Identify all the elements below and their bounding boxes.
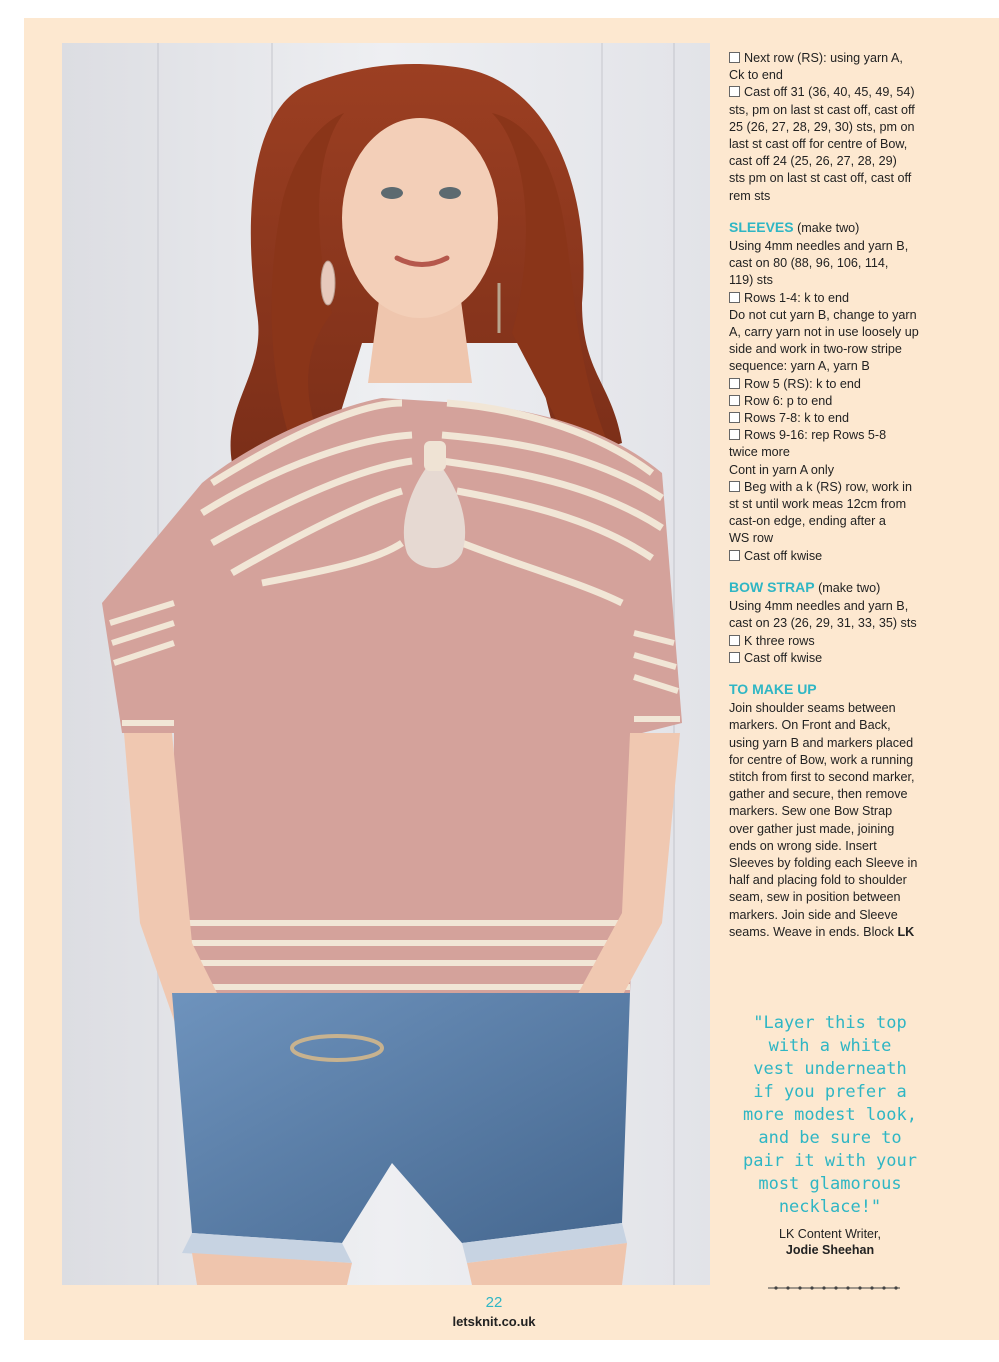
instruction-line [729, 427, 969, 444]
instruction-text: K three rows [744, 633, 815, 648]
instruction-line [729, 615, 969, 632]
instruction-line [729, 803, 969, 820]
instruction-text: twice more [729, 445, 790, 460]
instruction-line [729, 188, 969, 205]
instruction-line [729, 598, 969, 615]
instruction-text: 25 (26, 27, 28, 29, 30) sts, pm on [729, 119, 915, 134]
bow-strap-section [729, 579, 969, 667]
quote-line: and be sure to [758, 1128, 902, 1148]
model-photo [62, 43, 710, 1285]
instruction-text: over gather just made, joining [729, 821, 895, 836]
instruction-line [729, 735, 969, 752]
instruction-line [729, 855, 969, 872]
instruction-line [729, 153, 969, 170]
instruction-text: 119) sts [729, 273, 773, 288]
checkbox-icon[interactable] [729, 652, 740, 663]
instruction-line [729, 358, 969, 375]
instruction-line [729, 786, 969, 803]
quote-line: with a white [768, 1036, 892, 1056]
instruction-line [729, 633, 969, 650]
instruction-line [729, 872, 969, 889]
instruction-line [729, 838, 969, 855]
instruction-line [729, 102, 969, 119]
instruction-line [729, 530, 969, 547]
instruction-text: sequence: yarn A, yarn B [729, 359, 870, 374]
checkbox-icon[interactable] [729, 52, 740, 63]
instruction-line [729, 67, 969, 84]
make-up-last-line: seams. Weave in ends. Block [729, 924, 894, 939]
attribution-role: LK Content Writer, [779, 1227, 881, 1241]
instruction-line [729, 393, 969, 410]
sleeves-heading: SLEEVES [729, 218, 794, 235]
intro-instructions [729, 50, 969, 205]
checkbox-icon[interactable] [729, 378, 740, 389]
instruction-line [729, 462, 969, 479]
instruction-line [729, 821, 969, 838]
decorative-divider [768, 1277, 900, 1281]
instruction-text: ends on wrong side. Insert [729, 838, 877, 853]
quote-attribution [748, 1226, 912, 1258]
checkbox-icon[interactable] [729, 481, 740, 492]
instruction-text: cast on 23 (26, 29, 31, 33, 35) sts [729, 616, 917, 631]
quote-line: more modest look, [743, 1105, 917, 1125]
checkbox-icon[interactable] [729, 395, 740, 406]
bow-strap-note: (make two) [818, 580, 881, 595]
instruction-line [729, 889, 969, 906]
checkbox-icon[interactable] [729, 86, 740, 97]
instruction-text: Using 4mm needles and yarn B, [729, 239, 909, 254]
instruction-text: Rows 1-4: k to end [744, 290, 849, 305]
sleeves-instructions [729, 238, 969, 565]
quote-line: most glamorous [758, 1174, 902, 1194]
website-link[interactable]: letsknit.co.uk [452, 1314, 536, 1329]
instruction-line [729, 290, 969, 307]
checkbox-icon[interactable] [729, 429, 740, 440]
instruction-line [729, 255, 969, 272]
instruction-line [729, 136, 969, 153]
instruction-text: markers. Sew one Bow Strap [729, 804, 893, 819]
instruction-text: Cast off kwise [744, 650, 823, 665]
instruction-text: sts pm on last st cast off, cast off [729, 171, 912, 186]
quote-line: vest underneath [753, 1059, 907, 1079]
pull-quote [728, 1012, 932, 1219]
sleeves-section [729, 219, 969, 565]
instruction-text: cast-on edge, ending after a [729, 514, 886, 529]
instruction-line [729, 700, 969, 717]
checkbox-icon[interactable] [729, 550, 740, 561]
make-up-heading: TO MAKE UP [729, 680, 817, 697]
quote-line: pair it with your [743, 1151, 917, 1171]
instruction-text: gather and secure, then remove [729, 787, 908, 802]
instruction-text: Sleeves by folding each Sleeve in [729, 855, 918, 870]
instruction-text: half and placing fold to shoulder [729, 873, 907, 888]
instruction-text: Rows 9-16: rep Rows 5-8 [744, 428, 887, 443]
instruction-text: last st cast off for centre of Bow, [729, 137, 908, 152]
instruction-line [729, 410, 969, 427]
instruction-line [729, 769, 969, 786]
instruction-line [729, 752, 969, 769]
checkbox-icon[interactable] [729, 635, 740, 646]
instruction-line [729, 119, 969, 136]
instruction-line [729, 376, 969, 393]
make-up-instructions [729, 700, 969, 924]
instruction-text: using yarn B and markers placed [729, 735, 914, 750]
instruction-line [729, 307, 969, 324]
instruction-line [729, 479, 969, 496]
bow-strap-heading: BOW STRAP [729, 578, 815, 595]
instruction-text: Cont in yarn A only [729, 462, 835, 477]
instruction-text: side and work in two-row stripe [729, 342, 902, 357]
instruction-text: stitch from first to second marker, [729, 769, 915, 784]
instruction-text: Ck to end [729, 68, 783, 83]
instruction-text: st st until work meas 12cm from [729, 497, 907, 512]
instruction-text: Row 5 (RS): k to end [744, 376, 861, 391]
instruction-text: for centre of Bow, work a running [729, 752, 914, 767]
instruction-line [729, 548, 969, 565]
instruction-line [729, 238, 969, 255]
instruction-line [729, 907, 969, 924]
instruction-text: markers. Join side and Sleeve [729, 907, 898, 922]
instruction-line [729, 717, 969, 734]
instruction-line [729, 170, 969, 187]
instruction-line [729, 272, 969, 289]
instruction-text: Rows 7-8: k to end [744, 411, 849, 426]
sleeves-note: (make two) [797, 220, 860, 235]
instruction-text: Next row (RS): using yarn A, [744, 51, 903, 65]
instruction-line [729, 341, 969, 358]
instruction-text: Beg with a k (RS) row, work in [744, 479, 912, 494]
instruction-text: cast on 80 (88, 96, 106, 114, [729, 256, 889, 271]
quote-line: "Layer this top [753, 1013, 907, 1033]
instruction-line [729, 324, 969, 341]
bow-strap-instructions [729, 598, 969, 667]
end-mark: LK [897, 924, 915, 939]
instruction-text: Row 6: p to end [744, 393, 833, 408]
instruction-line [729, 513, 969, 530]
pattern-column [729, 50, 969, 941]
instruction-text: seam, sew in position between [729, 890, 901, 905]
quote-line: if you prefer a [753, 1082, 907, 1102]
instruction-text: rem sts [729, 188, 771, 203]
instruction-text: cast off 24 (25, 26, 27, 28, 29) [729, 154, 897, 169]
instruction-text: A, carry yarn not in use loosely up [729, 325, 919, 340]
instruction-line [729, 496, 969, 513]
instruction-line [729, 50, 969, 67]
instruction-text: Cast off kwise [744, 548, 823, 563]
checkbox-icon[interactable] [729, 292, 740, 303]
instruction-text: markers. On Front and Back, [729, 718, 891, 733]
instruction-text: Join shoulder seams between [729, 701, 896, 716]
instruction-text: sts, pm on last st cast off, cast off [729, 102, 915, 117]
instruction-text: Cast off 31 (36, 40, 45, 49, 54) [744, 85, 915, 100]
instruction-text: Using 4mm needles and yarn B, [729, 599, 909, 614]
instruction-line [729, 650, 969, 667]
make-up-section [729, 681, 969, 941]
instruction-text: Do not cut yarn B, change to yarn [729, 307, 917, 322]
quote-line: necklace!" [778, 1197, 882, 1217]
attribution-author: Jodie Sheehan [785, 1243, 875, 1257]
instruction-text: WS row [729, 531, 774, 546]
instruction-line [729, 444, 969, 461]
instruction-line [729, 84, 969, 101]
checkbox-icon[interactable] [729, 412, 740, 423]
page-number: 22 [485, 1294, 503, 1311]
